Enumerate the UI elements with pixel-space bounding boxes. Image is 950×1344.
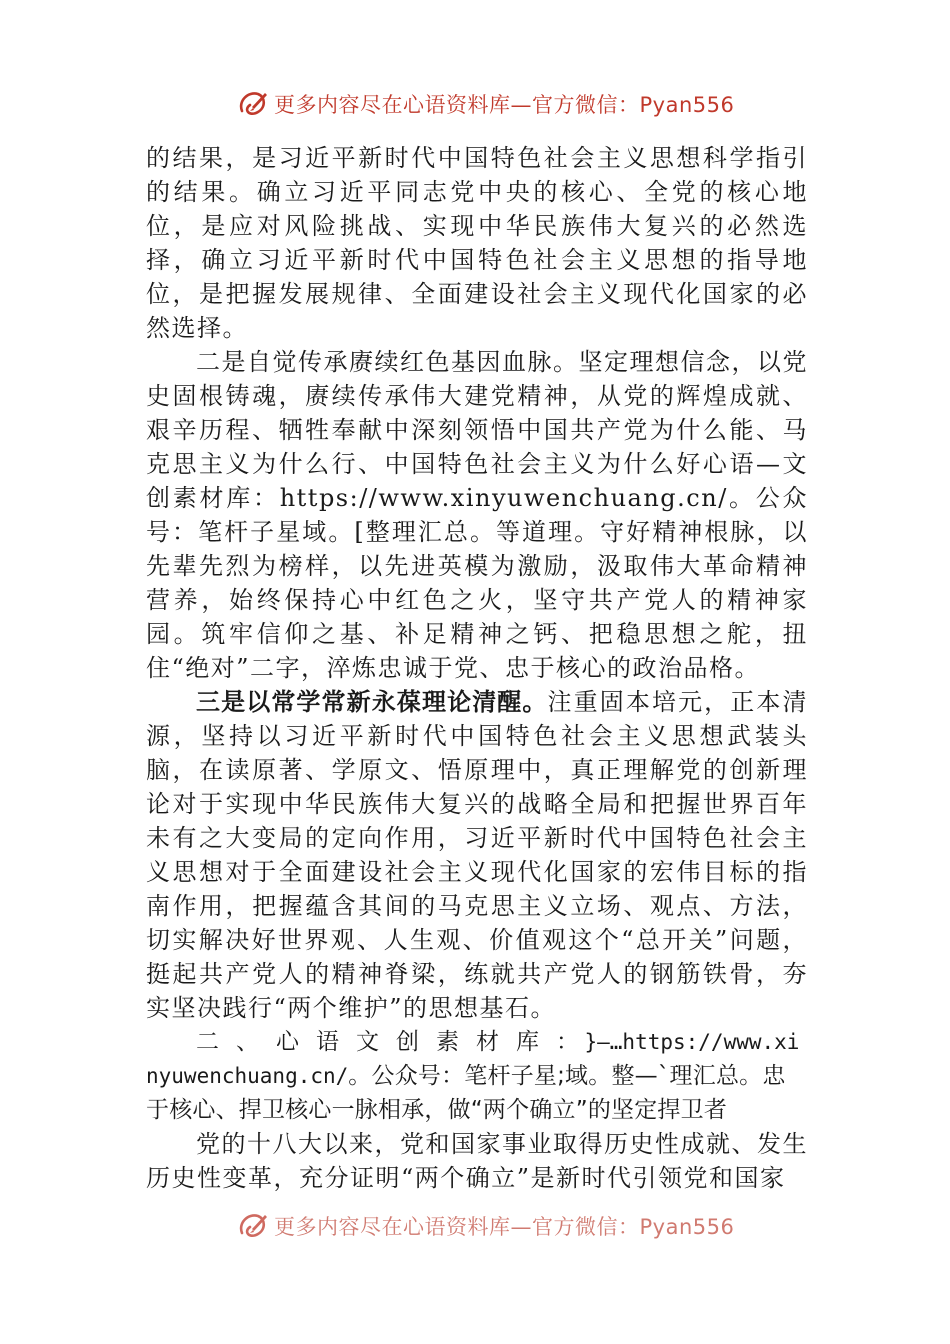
section-heading-lead: 二、心语文创素材库： [196, 1029, 585, 1055]
section-heading-url: }—…https://www.xinyuwenchuang.cn/ [146, 1030, 800, 1088]
watermark-text: 更多内容尽在心语资料库—官方微信：Pyan556 [274, 1215, 735, 1239]
paragraph-4: 党的十八大以来，党和国家事业取得历史性成就、发生历史性变革，充分证明“两个确立”是新时代引领党和国家 [146, 1130, 808, 1192]
watermark-footer [236, 1208, 734, 1244]
paragraph-3 [146, 685, 808, 1025]
paragraph-1: 的结果，是习近平新时代中国特色社会主义思想科学指引的结果。确立习近平同志党中央的核心、全党的核心地位，是应对风险挑战、实现中华民族伟大复兴的必然选择，确立习近平新时代中国特色社会主义思想的指导地位，是把握发展规律、全面建设社会主义现代化国家的必然选择。 [146, 144, 808, 342]
paragraph-3-bold-lead: 三是以常学常新永葆理论清醒。 [196, 687, 548, 716]
watermark-text: 更多内容尽在心语资料库—官方微信：Pyan556 [274, 93, 735, 117]
paragraph-3-text: 注重固本培元，正本清源，坚持以习近平新时代中国特色社会主义思想武装头脑，在读原著、学原文、悟原理中，真正理解党的创新理论对于实现中华民族伟大复兴的战略全局和把握世界百年未有之大变局的定向作用，习近平新时代中国特色社会主义思想对于全面建设社会主义现代化国家的宏伟目标的指南作用，把握蕴含其间的马克思主义立场、观点、方法，切实解决好世界观、人生观、价值观这个“总开关”问题，挺起共产党人的精神脊梁，练就共产党人的钢筋铁骨，夯实坚决践行“两个维护”的思想基石。 [146, 688, 809, 1022]
section-heading-2 [146, 1025, 808, 1127]
pen-swirl-logo-icon [236, 87, 270, 121]
watermark-header [236, 86, 734, 122]
paragraph-2: 二是自觉传承赓续红色基因血脉。坚定理想信念，以党史固根铸魂，赓续传承伟大建党精神，从党的辉煌成就、艰辛历程、牺牲奉献中深刻领悟中国共产党为什么能、马克思主义为什么行、中国特色社会主义为什么好心语—文创素材库：https://www.xinyuwenchuang.cn/。公众号：笔杆子星域。[整理汇总。等道理。守好精神根脉，以先辈先烈为榜样，以先进英模为激励，汲取伟大革命精神营养，始终保持心中红色之火，坚守共产党人的精神家园。筑牢信仰之基、补足精神之钙、把稳思想之舵，扭住“绝对”二字，淬炼忠诚于党、忠于核心的政治品格。 [146, 348, 808, 682]
section-heading-text: 。公众号：笔杆子星;域。整—`理汇总。忠于核心、捍卫核心一脉相承，做“两个确立”的坚定捍卫者 [146, 1063, 786, 1123]
pen-swirl-logo-icon [236, 1209, 270, 1243]
document-body [146, 141, 808, 1195]
